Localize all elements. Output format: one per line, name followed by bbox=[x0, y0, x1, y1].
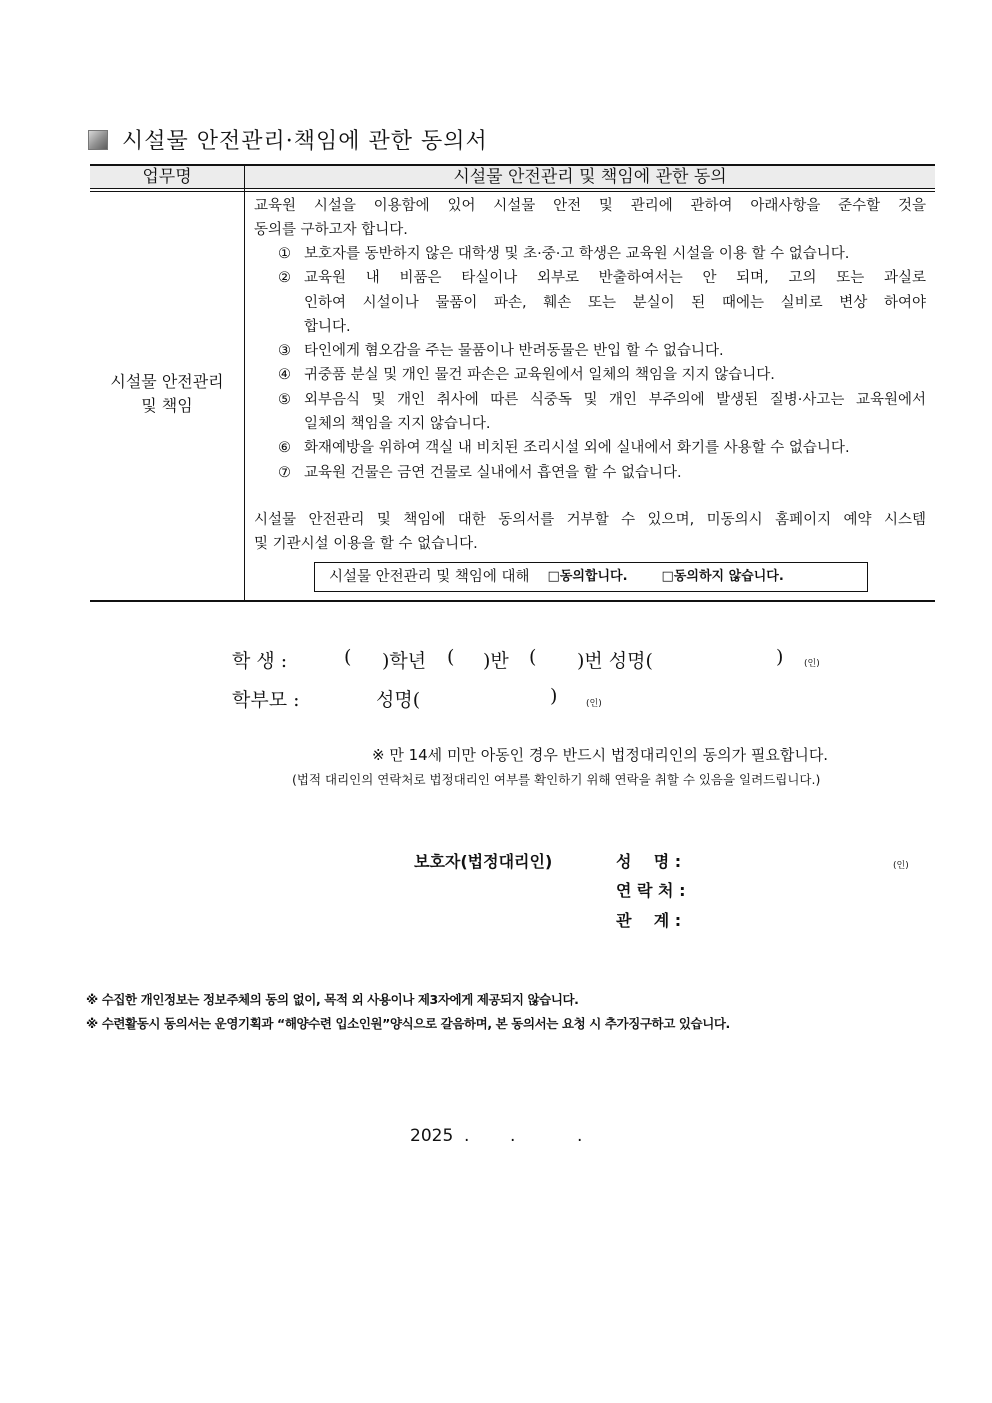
item-text: 보호자를 동반하지 않은 대학생 및 초·중·고 학생은 교육원 시설을 이용 할 수 없습니다. bbox=[304, 246, 850, 262]
date-dot: . bbox=[510, 1126, 516, 1146]
item-number: ⑥ bbox=[278, 440, 291, 457]
agree-checkbox[interactable]: □동의합니다. bbox=[547, 569, 628, 584]
student-paren: ( bbox=[344, 646, 352, 668]
table-header-rule bbox=[90, 188, 935, 189]
item-text: 타인에게 혐오감을 주는 물품이나 반려동물은 반입 할 수 없습니다. bbox=[304, 343, 724, 360]
student-paren: ( bbox=[529, 646, 537, 668]
list-item bbox=[278, 266, 926, 290]
age-notice: ※ 만 14세 미만 아동인 경우 반드시 법정대리인의 동의가 필요합니다. bbox=[372, 746, 829, 764]
table-header-consent: 시설물 안전관리 및 책임에 관한 동의 bbox=[453, 167, 727, 187]
item-number: ④ bbox=[278, 367, 291, 384]
list-item-continuation bbox=[278, 412, 926, 436]
item-text: 교육원 건물은 금연 건물로 실내에서 흡연을 할 수 없습니다. bbox=[304, 464, 682, 481]
privacy-footnote: ※ 수집한 개인정보는 정보주체의 동의 없이, 목적 외 사용이나 제3자에게 제공되지 않습니다. bbox=[86, 992, 579, 1007]
item-text: 인하여 시설이나 물품이 파손, 훼손 또는 분실이 된 때에는 실비로 변상 하여야 bbox=[304, 294, 926, 311]
row-label bbox=[90, 370, 244, 418]
agreement-text: 시설물 안전관리 및 책임에 대해 bbox=[329, 569, 530, 585]
item-number: ① bbox=[278, 246, 291, 262]
list-item bbox=[278, 363, 926, 387]
student-seal: (인) bbox=[804, 659, 820, 669]
item-number: ⑤ bbox=[278, 391, 291, 408]
list-item bbox=[278, 388, 926, 412]
intro-line: 동의를 구하고자 합니다. bbox=[254, 222, 408, 238]
guardian-relation-field[interactable]: 관 계 : bbox=[616, 911, 682, 930]
table-header-rule-double bbox=[90, 191, 935, 192]
intro-paragraph bbox=[254, 194, 926, 242]
training-footnote: ※ 수련활동시 동의서는 운영기획과 “해양수련 입소인원”양식으로 갈음하며, 본 동의서는 요청 시 추가징구하고 있습니다. bbox=[86, 1016, 730, 1031]
table-column-divider bbox=[244, 165, 245, 601]
student-paren: ( bbox=[447, 646, 455, 668]
item-text: 귀중품 분실 및 개인 물건 파손은 교육원에서 일체의 책임을 지지 않습니다. bbox=[304, 367, 775, 384]
row-label-line2: 및 책임 bbox=[141, 396, 193, 415]
student-label: 학 생 : bbox=[232, 650, 288, 672]
disagree-checkbox[interactable]: □동의하지 않습니다. bbox=[661, 569, 784, 584]
list-item bbox=[278, 436, 926, 460]
student-paren: ) bbox=[776, 646, 784, 668]
date-year[interactable]: 2025 bbox=[410, 1126, 454, 1146]
parent-seal: (인) bbox=[586, 699, 602, 709]
list-item-continuation bbox=[278, 291, 926, 340]
student-name-field[interactable]: )번 성명( bbox=[577, 650, 653, 672]
parent-name-field[interactable]: 성명( bbox=[376, 689, 421, 711]
table-header-task: 업무명 bbox=[142, 167, 192, 187]
student-class-field[interactable]: )반 bbox=[483, 650, 509, 672]
refusal-line: 및 기관시설 이용을 할 수 없습니다. bbox=[254, 536, 478, 552]
date-dot: . bbox=[464, 1126, 470, 1146]
guardian-contact-notice: (법적 대리인의 연락처로 법정대리인 여부를 확인하기 위해 연락을 취할 수 있음을 일려드립니다.) bbox=[292, 772, 821, 787]
guardian-name-field[interactable]: 성 명 : bbox=[616, 852, 682, 871]
refusal-paragraph bbox=[254, 508, 926, 556]
item-text: 교육원 내 비품은 타실이나 외부로 반출하여서는 안 되며, 고의 또는 과실로 bbox=[304, 270, 926, 287]
student-grade-field[interactable]: )학년 bbox=[382, 650, 427, 672]
square-bullet-icon bbox=[88, 130, 108, 150]
list-item bbox=[278, 242, 926, 266]
guardian-contact-field[interactable]: 연 락 처 : bbox=[616, 881, 686, 900]
item-text: 합니다. bbox=[304, 318, 351, 335]
document-header bbox=[88, 124, 488, 155]
guardian-label: 보호자(법정대리인) bbox=[414, 852, 553, 871]
agreement-box bbox=[314, 562, 868, 592]
date-dot: . bbox=[577, 1126, 583, 1146]
item-number: ③ bbox=[278, 343, 291, 360]
item-text: 일체의 책임을 지지 않습니다. bbox=[304, 416, 491, 433]
refusal-line: 시설물 안전관리 및 책임에 대한 동의서를 거부할 수 있으며, 미동의시 홈페이지 예약 시스템 bbox=[254, 512, 926, 528]
table-bottom-border bbox=[90, 600, 935, 602]
parent-label: 학부모 : bbox=[232, 689, 300, 711]
list-item bbox=[278, 461, 926, 485]
item-text: 화재예방을 위하여 객실 내 비치된 조리시설 외에 실내에서 화기를 사용할 수 없습니다. bbox=[304, 440, 850, 457]
parent-paren: ) bbox=[550, 685, 558, 707]
list-item bbox=[278, 339, 926, 363]
rules-list bbox=[278, 242, 926, 485]
guardian-seal: (인) bbox=[893, 861, 909, 871]
intro-line: 교육원 시설을 이용함에 있어 시설물 안전 및 관리에 관하여 아래사항을 준수할 것을 bbox=[254, 198, 926, 214]
item-text: 외부음식 및 개인 취사에 따른 식중독 및 개인 부주의에 발생된 질병·사고는 교육원에서 bbox=[304, 391, 926, 408]
item-number: ② bbox=[278, 270, 291, 287]
page-title: 시설물 안전관리·책임에 관한 동의서 bbox=[122, 129, 488, 154]
row-label-line1: 시설물 안전관리 bbox=[110, 372, 224, 391]
item-number: ⑦ bbox=[278, 464, 291, 481]
